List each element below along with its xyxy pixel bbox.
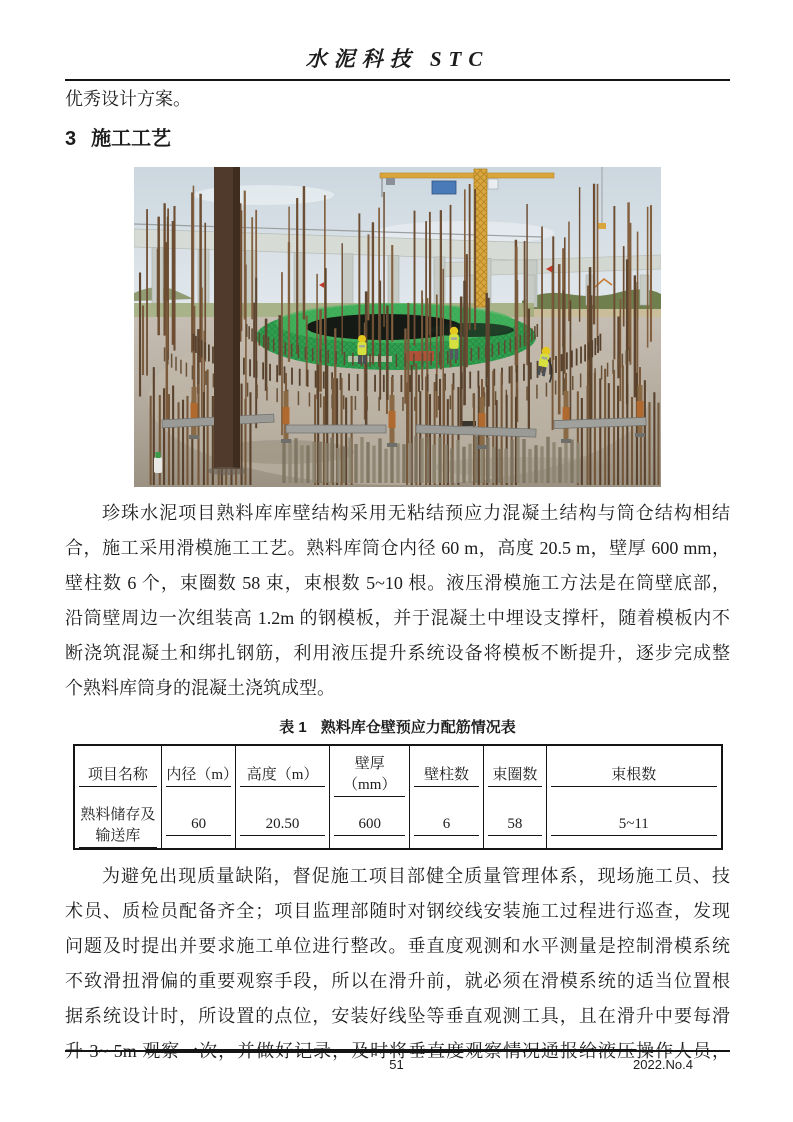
table-header-cell: 壁厚（mm） [330,745,410,797]
journal-title: 水泥科技 STC [305,47,490,71]
table-header-cell: 内径（m） [162,745,236,797]
paragraph-1 [65,496,730,706]
figure-container [65,167,730,487]
table-cell: 58 [483,797,546,849]
text-line: 合，施工采用滑模施工工艺。熟料库筒仓内径 60 m，高度 20.5 m，壁厚 600 mm， [65,538,730,558]
table-caption [65,718,730,738]
text-line: 沿筒壁周边一次组装高 1.2m 的钢模板，并于混凝土中埋设支撑杆，随着模板内不 [65,608,730,628]
section-number: 3 [65,128,77,150]
table-cell: 6 [410,797,484,849]
table-caption-label: 表 1 [279,719,307,736]
table-cell: 5~11 [547,797,722,849]
table-data-row [74,797,722,849]
issue-number: 2022.No.4 [633,1057,693,1072]
text-line: 不致滑扭滑偏的重要观察手段，所以在滑升前，就必须在滑模系统的适当位置根 [65,971,730,991]
table-header-cell: 项目名称 [74,745,162,797]
text-line: 珍珠水泥项目熟料库库壁结构采用无粘结预应力混凝土结构与筒仓结构相结 [102,503,730,523]
construction-photo [134,167,661,487]
table-header-cell: 束圈数 [483,745,546,797]
footer-rule [65,1050,730,1052]
text-line: 为避免出现质量缺陷，督促施工项目部健全质量管理体系，现场施工员、技 [102,866,730,886]
table-header-row [74,745,722,797]
section-heading [65,125,730,153]
intro-text: 优秀设计方案。 [65,89,191,109]
table-cell: 600 [330,797,410,849]
text-line: 据系统设计时，所设置的点位，安装好线坠等垂直观测工具，且在滑升中要每滑 [65,1006,730,1026]
text-line: 问题及时提出并要求施工单位进行整改。垂直度观测和水平测量是控制滑模系统 [65,936,730,956]
table-cell: 60 [162,797,236,849]
table-caption-title: 熟料库仓壁预应力配筋情况表 [320,719,516,736]
table-header-cell: 壁柱数 [410,745,484,797]
text-line: 个熟料库筒身的混凝土浇筑成型。 [65,678,335,698]
text-line: 断浇筑混凝土和绑扎钢筋，利用液压提升系统设备将模板不断提升，逐步完成整 [65,643,730,663]
text-line: 壁柱数 6 个，束圈数 58 束，束根数 5~10 根。液压滑模施工方法是在筒壁底部， [65,573,730,593]
header-rule [65,79,730,81]
page-number: 51 [389,1057,404,1072]
table-header-cell: 束根数 [547,745,722,797]
prestress-rebar-table [73,744,723,850]
text-line: 术员、质检员配备齐全；项目监理部随时对钢绞线安装施工过程进行巡查，发现 [65,901,730,921]
paragraph-2 [65,859,730,1069]
table-header-cell: 高度（m） [235,745,329,797]
table-cell: 熟料储存及输送库 [74,797,162,849]
section-title: 施工工艺 [91,128,172,150]
table-cell: 20.50 [235,797,329,849]
